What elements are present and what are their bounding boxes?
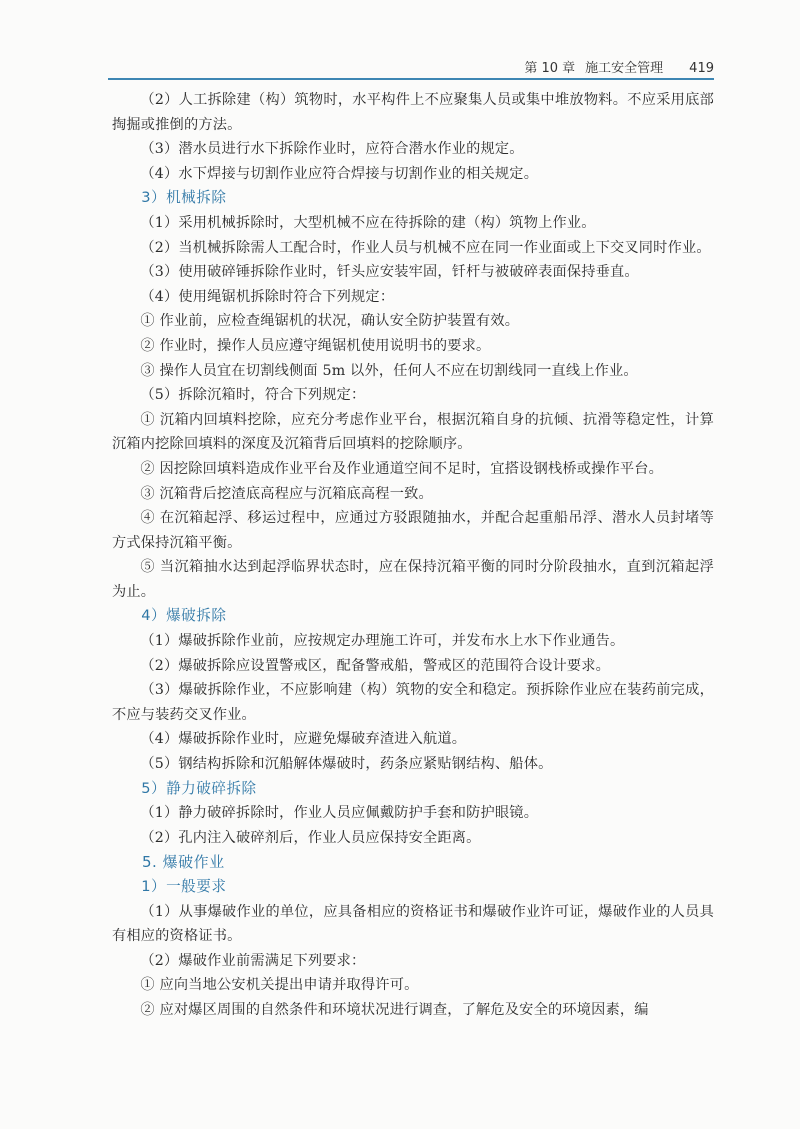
page-body — [112, 88, 714, 1023]
section-heading: 3）机械拆除 — [141, 189, 227, 207]
paragraph: （2）孔内注入破碎剂后，作业人员应保持安全距离。 — [140, 829, 481, 846]
chapter-title: 施工安全管理 — [585, 61, 664, 76]
page-number: 419 — [689, 61, 714, 76]
paragraph: （1）爆破拆除作业前，应按规定办理施工许可，并发布水上水下作业通告。 — [140, 633, 625, 650]
paragraph: （3）使用破碎锤拆除作业时，钎头应安装牢固，钎杆与被破碎表面保持垂直。 — [140, 264, 639, 281]
paragraph: （3）潜水员进行水下拆除作业时，应符合潜水作业的规定。 — [140, 141, 524, 158]
list-item: ② 因挖除回填料造成作业平台及作业通道空间不足时，宜搭设钢栈桥或操作平台。 — [140, 460, 664, 477]
paragraph: （1）从事爆破作业的单位，应具备相应的资格证书和爆破作业许可证，爆破作业的人员具有相应的资格证书。 — [112, 903, 714, 945]
paragraph: （2）爆破拆除应设置警戒区，配备警戒船，警戒区的范围符合设计要求。 — [140, 657, 611, 674]
chapter-section-heading: 5. 爆破作业 — [142, 853, 225, 872]
list-item: ① 作业前，应检查绳锯机的状况，确认安全防护装置有效。 — [140, 313, 520, 330]
list-item: ② 应对爆区周围的自然条件和环境状况进行调查，了解危及安全的环境因素，编 — [140, 1001, 649, 1018]
list-item: ② 作业时，操作人员应遵守绳锯机使用说明书的要求。 — [140, 337, 491, 354]
list-item: ① 应向当地公安机关提出申请并取得许可。 — [140, 977, 419, 994]
paragraph: （4）水下焊接与切割作业应符合焊接与切割作业的相关规定。 — [140, 165, 539, 182]
paragraph: （4）爆破拆除作业时，应避免爆破弃渣进入航道。 — [140, 731, 467, 748]
list-item: ③ 操作人员宜在切割线侧面 5m 以外，任何人不应在切割线同一直线上作业。 — [140, 362, 638, 379]
list-item: ⑤ 当沉箱抽水达到起浮临界状态时，应在保持沉箱平衡的同时分阶段抽水，直到沉箱起浮为止。 — [112, 559, 714, 600]
list-item: ③ 沉箱背后挖渣底高程应与沉箱底高程一致。 — [140, 485, 433, 502]
header-rule — [108, 78, 714, 80]
paragraph: （5）钢结构拆除和沉船解体爆破时，药条应紧贴钢结构、船体。 — [140, 756, 553, 773]
chapter-number: 第 10 章 — [524, 61, 576, 76]
paragraph: （2）人工拆除建（构）筑物时，水平构件上不应聚集人员或集中堆放物料。不应采用底部掏掘或推倒的方法。 — [112, 92, 714, 133]
list-item: ① 沉箱内回填料挖除，应充分考虑作业平台，根据沉箱自身的抗倾、抗滑等稳定性，计算沉箱内挖除回填料的深度及沉箱背后回填料的挖除顺序。 — [112, 411, 714, 453]
paragraph: （3）爆破拆除作业，不应影响建（构）筑物的安全和稳定。预拆除作业应在装药前完成，不应与装药交叉作业。 — [112, 682, 714, 723]
page-header — [108, 52, 714, 76]
section-heading: 5）静力破碎拆除 — [141, 779, 257, 797]
paragraph: （4）使用绳锯机拆除时符合下列规定： — [140, 288, 395, 305]
paragraph: （2）当机械拆除需人工配合时，作业人员与机械不应在同一作业面或上下交叉同时作业。 — [140, 239, 711, 256]
paragraph: （5）拆除沉箱时，符合下列规定： — [140, 387, 366, 404]
section-heading: 4）爆破拆除 — [141, 607, 227, 625]
paragraph: （1）采用机械拆除时，大型机械不应在待拆除的建（构）筑物上作业。 — [140, 214, 596, 231]
paragraph: （2）爆破作业前需满足下列要求： — [140, 952, 366, 969]
section-heading: 1）一般要求 — [141, 878, 227, 895]
paragraph: （1）静力破碎拆除时，作业人员应佩戴防护手套和防护眼镜。 — [140, 805, 539, 822]
list-item: ④ 在沉箱起浮、移运过程中，应通过方驳跟随抽水，并配合起重船吊浮、潜水人员封堵等方式保持沉箱平衡。 — [112, 510, 714, 551]
